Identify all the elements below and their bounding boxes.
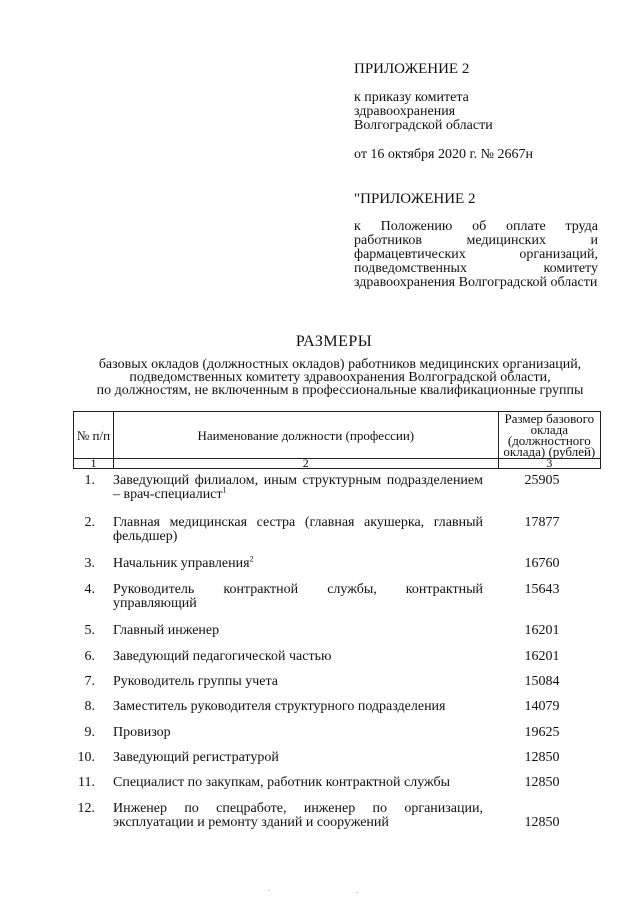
position-name: Специалист по закупкам, работник контрактной службы xyxy=(113,775,451,790)
position-name: Провизор xyxy=(113,725,171,740)
table-row xyxy=(73,802,601,832)
position-name: Главный инженер xyxy=(113,623,220,638)
order-line: здравоохранения xyxy=(354,104,456,119)
row-number: 10. xyxy=(77,750,95,765)
position-text: Заведующий филиалом, иным структурным подразделением – врач-специалист xyxy=(113,473,483,502)
order-date-number: от 16 октября 2020 г. № 2667н xyxy=(354,147,533,162)
appendix-title: "ПРИЛОЖЕНИЕ 2 xyxy=(354,191,476,207)
salary-table-header xyxy=(73,411,601,469)
regulation-appendix-header xyxy=(354,192,598,290)
row-number: 11. xyxy=(78,775,95,790)
order-appendix-header xyxy=(354,62,604,162)
table-row xyxy=(73,700,601,726)
row-number: 3. xyxy=(84,556,95,571)
salary-value: 15084 xyxy=(524,674,560,689)
document-subtitle xyxy=(60,358,620,397)
position-name: Руководитель группы учета xyxy=(113,674,279,689)
row-number: 8. xyxy=(84,699,95,714)
header-salary: Размер базового оклада (должностного оклада) (рублей) xyxy=(498,412,600,459)
subtitle-line: по должностям, не включенным в профессиональные квалификационные группы xyxy=(96,383,584,398)
salary-rows xyxy=(73,474,601,832)
salary-value: 16201 xyxy=(524,649,560,664)
column-number: 1 xyxy=(74,459,114,469)
salary-value: 14079 xyxy=(524,699,560,714)
table-row xyxy=(73,474,601,516)
salary-value: 12850 xyxy=(524,815,560,830)
position-name: Инженер по спецработе, инженер по организации, эксплуатации и ремонту зданий и сооружений xyxy=(113,801,483,830)
column-number: 2 xyxy=(113,459,498,469)
salary-value: 16760 xyxy=(524,556,560,571)
row-number: 4. xyxy=(84,582,95,597)
table-row xyxy=(73,751,601,776)
table-row xyxy=(73,726,601,751)
position-text: Начальник управления xyxy=(113,556,250,571)
position-name xyxy=(113,554,483,571)
row-number: 7. xyxy=(84,674,95,689)
appendix-title: ПРИЛОЖЕНИЕ 2 xyxy=(354,61,470,77)
subtitle-line: подведомственных комитету здравоохранения Волгоградской области, xyxy=(129,370,551,385)
salary-value: 17877 xyxy=(524,515,560,530)
column-number-row xyxy=(74,459,601,469)
position-name: Главная медицинская сестра (главная акушерка, главный фельдшер) xyxy=(113,515,483,544)
position-name: Заведующий педагогической частью xyxy=(113,649,332,664)
salary-value: 12850 xyxy=(524,750,560,765)
salary-value: 12850 xyxy=(524,775,560,790)
order-reference xyxy=(354,91,604,133)
row-number: 2. xyxy=(84,515,95,530)
row-number: 5. xyxy=(84,623,95,638)
footnote-mark: 1 xyxy=(222,485,227,495)
position-name xyxy=(113,474,483,502)
position-name: Заместитель руководителя структурного подразделения xyxy=(113,699,446,714)
row-number: 6. xyxy=(84,649,95,664)
salary-value: 16201 xyxy=(524,623,560,638)
position-name: Руководитель контрактной службы, контрактный управляющий xyxy=(113,582,483,611)
table-row xyxy=(73,583,601,624)
column-number: 3 xyxy=(498,459,600,469)
table-row xyxy=(73,554,601,583)
regulation-reference: к Положению об оплате труда работников медицинских и фармацевтических организаций, подведомственных комитету здравоохранения Волгоградской области xyxy=(354,219,598,290)
order-line: Волгоградской области xyxy=(354,118,493,133)
table-row xyxy=(73,624,601,650)
table-row xyxy=(73,516,601,557)
header-row xyxy=(74,412,601,459)
position-name: Заведующий регистратурой xyxy=(113,750,279,765)
table-row xyxy=(73,675,601,700)
footnote-mark: 2 xyxy=(249,554,254,564)
salary-value: 25905 xyxy=(524,473,560,488)
row-number: 1. xyxy=(84,473,95,488)
scan-speck: . xyxy=(356,886,358,895)
document-title: РАЗМЕРЫ xyxy=(295,333,373,350)
row-number: 9. xyxy=(84,725,95,740)
header-name: Наименование должности (профессии) xyxy=(113,412,498,459)
salary-value: 15643 xyxy=(524,582,560,597)
subtitle-line: базовых окладов (должностных окладов) работников медицинских организаций, xyxy=(98,357,582,372)
header-num: № п/п xyxy=(74,412,114,459)
row-number: 12. xyxy=(77,801,95,816)
scan-speck: . xyxy=(268,884,270,893)
table-row xyxy=(73,776,601,802)
order-line: к приказу комитета xyxy=(354,90,469,105)
salary-value: 19625 xyxy=(524,725,560,740)
table-row xyxy=(73,650,601,675)
